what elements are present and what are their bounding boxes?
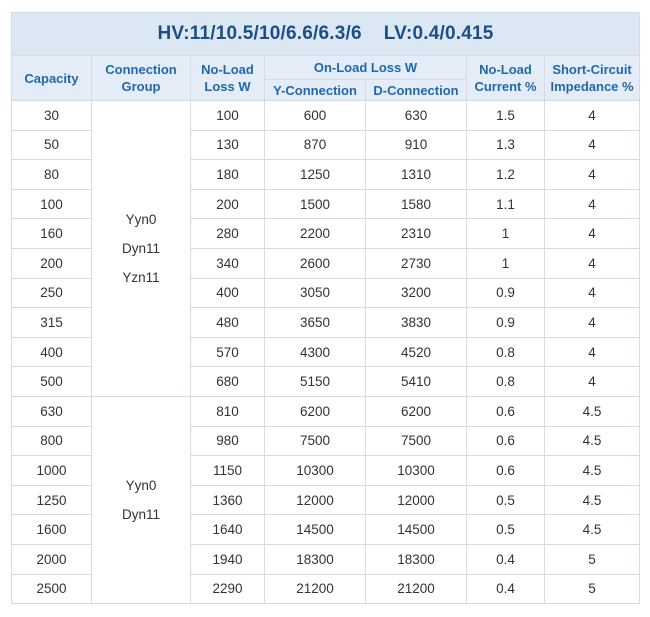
capacity-cell: 200 — [12, 248, 92, 278]
d-connection-cell: 14500 — [366, 515, 467, 545]
no-load-current-cell: 1.2 — [467, 160, 545, 190]
no-load-current-cell: 0.9 — [467, 278, 545, 308]
no-load-loss-cell: 570 — [191, 337, 265, 367]
header-capacity: Capacity — [12, 56, 92, 101]
no-load-current-cell: 0.5 — [467, 515, 545, 545]
no-load-loss-cell: 680 — [191, 367, 265, 397]
y-connection-cell: 2200 — [265, 219, 366, 249]
capacity-cell: 1600 — [12, 515, 92, 545]
d-connection-cell: 1580 — [366, 189, 467, 219]
y-connection-cell: 1250 — [265, 160, 366, 190]
d-connection-cell: 12000 — [366, 485, 467, 515]
header-on-load-loss: On-Load Loss W — [265, 56, 467, 80]
y-connection-cell: 18300 — [265, 544, 366, 574]
connection-group-label: Yyn0 — [125, 211, 157, 227]
d-connection-cell: 3830 — [366, 308, 467, 338]
no-load-loss-cell: 2290 — [191, 574, 265, 604]
no-load-current-cell: 0.6 — [467, 456, 545, 486]
connection-group-label: Dyn11 — [121, 507, 161, 523]
no-load-current-cell: 1 — [467, 219, 545, 249]
impedance-cell: 4 — [545, 219, 640, 249]
capacity-cell: 2500 — [12, 574, 92, 604]
y-connection-cell: 5150 — [265, 367, 366, 397]
capacity-cell: 1000 — [12, 456, 92, 486]
capacity-cell: 1250 — [12, 485, 92, 515]
header-no-load-loss: No-Load Loss W — [191, 56, 265, 101]
no-load-loss-cell: 180 — [191, 160, 265, 190]
table-row — [12, 101, 640, 131]
no-load-current-cell: 0.4 — [467, 544, 545, 574]
table-title — [12, 13, 640, 56]
no-load-loss-cell: 980 — [191, 426, 265, 456]
y-connection-cell: 7500 — [265, 426, 366, 456]
no-load-loss-cell: 280 — [191, 219, 265, 249]
y-connection-cell: 6200 — [265, 396, 366, 426]
impedance-cell: 4 — [545, 278, 640, 308]
table-body — [12, 101, 640, 604]
no-load-loss-cell: 130 — [191, 130, 265, 160]
d-connection-cell: 21200 — [366, 574, 467, 604]
y-connection-cell: 2600 — [265, 248, 366, 278]
impedance-cell: 4 — [545, 248, 640, 278]
impedance-cell: 5 — [545, 574, 640, 604]
no-load-loss-cell: 1940 — [191, 544, 265, 574]
header-no-load-current: No-Load Current % — [467, 56, 545, 101]
no-load-current-cell: 1 — [467, 248, 545, 278]
no-load-loss-cell: 1640 — [191, 515, 265, 545]
impedance-cell: 4 — [545, 189, 640, 219]
d-connection-cell: 7500 — [366, 426, 467, 456]
impedance-cell: 4 — [545, 101, 640, 131]
no-load-loss-cell: 1150 — [191, 456, 265, 486]
transformer-spec-table-container — [11, 12, 639, 604]
impedance-cell: 4.5 — [545, 515, 640, 545]
y-connection-cell: 870 — [265, 130, 366, 160]
impedance-cell: 4 — [545, 130, 640, 160]
connection-group-cell — [92, 101, 191, 397]
no-load-loss-cell: 100 — [191, 101, 265, 131]
capacity-cell: 100 — [12, 189, 92, 219]
header-d-connection: D-Connection — [366, 80, 467, 101]
impedance-cell: 4.5 — [545, 485, 640, 515]
connection-group-label: Yzn11 — [122, 269, 160, 285]
d-connection-cell: 910 — [366, 130, 467, 160]
impedance-cell: 4 — [545, 337, 640, 367]
capacity-cell: 400 — [12, 337, 92, 367]
y-connection-cell: 1500 — [265, 189, 366, 219]
y-connection-cell: 10300 — [265, 456, 366, 486]
impedance-cell: 4.5 — [545, 396, 640, 426]
capacity-cell: 250 — [12, 278, 92, 308]
impedance-cell: 4.5 — [545, 456, 640, 486]
capacity-cell: 80 — [12, 160, 92, 190]
d-connection-cell: 630 — [366, 101, 467, 131]
no-load-current-cell: 0.8 — [467, 367, 545, 397]
y-connection-cell: 600 — [265, 101, 366, 131]
d-connection-cell: 1310 — [366, 160, 467, 190]
no-load-current-cell: 1.5 — [467, 101, 545, 131]
d-connection-cell: 18300 — [366, 544, 467, 574]
header-connection-group: Connection Group — [92, 56, 191, 101]
d-connection-cell: 5410 — [366, 367, 467, 397]
capacity-cell: 30 — [12, 101, 92, 131]
impedance-cell: 4 — [545, 308, 640, 338]
y-connection-cell: 14500 — [265, 515, 366, 545]
no-load-loss-cell: 400 — [191, 278, 265, 308]
transformer-spec-table — [11, 12, 640, 604]
y-connection-cell: 21200 — [265, 574, 366, 604]
header-short-circuit-impedance: Short-Circuit Impedance % — [545, 56, 640, 101]
title-lv: LV:0.4/0.415 — [383, 23, 494, 44]
d-connection-cell: 2310 — [366, 219, 467, 249]
impedance-cell: 4.5 — [545, 426, 640, 456]
no-load-current-cell: 0.8 — [467, 337, 545, 367]
capacity-cell: 800 — [12, 426, 92, 456]
no-load-current-cell: 0.5 — [467, 485, 545, 515]
no-load-loss-cell: 200 — [191, 189, 265, 219]
y-connection-cell: 3650 — [265, 308, 366, 338]
d-connection-cell: 10300 — [366, 456, 467, 486]
connection-group-label: Dyn11 — [121, 240, 161, 256]
capacity-cell: 500 — [12, 367, 92, 397]
no-load-loss-cell: 340 — [191, 248, 265, 278]
no-load-loss-cell: 480 — [191, 308, 265, 338]
capacity-cell: 315 — [12, 308, 92, 338]
d-connection-cell: 2730 — [366, 248, 467, 278]
impedance-cell: 4 — [545, 160, 640, 190]
connection-group-label: Yyn0 — [125, 478, 157, 494]
no-load-current-cell: 1.1 — [467, 189, 545, 219]
impedance-cell: 4 — [545, 367, 640, 397]
no-load-loss-cell: 810 — [191, 396, 265, 426]
y-connection-cell: 4300 — [265, 337, 366, 367]
table-row — [12, 396, 640, 426]
capacity-cell: 160 — [12, 219, 92, 249]
capacity-cell: 2000 — [12, 544, 92, 574]
d-connection-cell: 4520 — [366, 337, 467, 367]
y-connection-cell: 3050 — [265, 278, 366, 308]
header-y-connection: Y-Connection — [265, 80, 366, 101]
title-hv: HV:11/10.5/10/6.6/6.3/6 — [157, 23, 362, 44]
d-connection-cell: 3200 — [366, 278, 467, 308]
no-load-current-cell: 1.3 — [467, 130, 545, 160]
y-connection-cell: 12000 — [265, 485, 366, 515]
no-load-loss-cell: 1360 — [191, 485, 265, 515]
no-load-current-cell: 0.9 — [467, 308, 545, 338]
capacity-cell: 50 — [12, 130, 92, 160]
capacity-cell: 630 — [12, 396, 92, 426]
connection-group-cell — [92, 396, 191, 603]
no-load-current-cell: 0.6 — [467, 396, 545, 426]
impedance-cell: 5 — [545, 544, 640, 574]
no-load-current-cell: 0.6 — [467, 426, 545, 456]
no-load-current-cell: 0.4 — [467, 574, 545, 604]
d-connection-cell: 6200 — [366, 396, 467, 426]
